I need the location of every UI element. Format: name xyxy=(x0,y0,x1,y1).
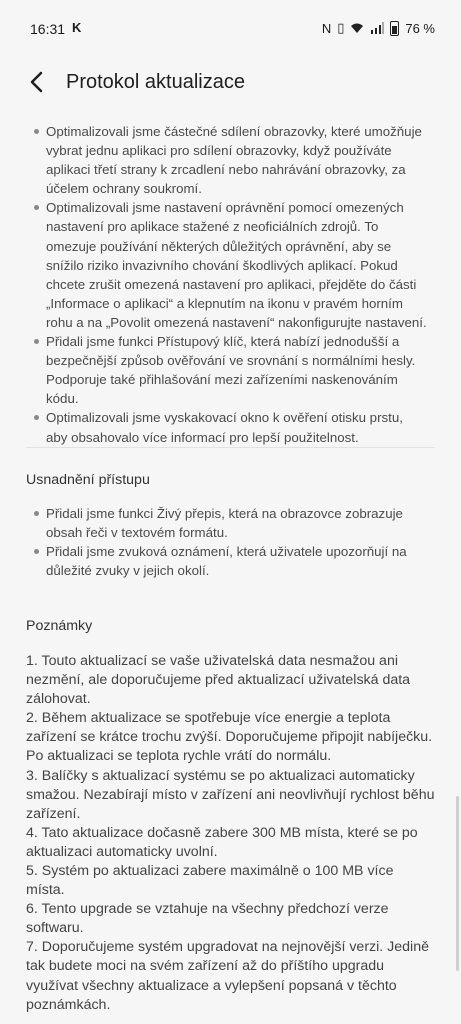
app-bar xyxy=(0,60,461,108)
list-item: Přidali jsme zvuková oznámení, která uživatele upozorňují na důležité zvuky v jejich okolí. xyxy=(32,542,427,580)
accessibility-list xyxy=(0,504,461,580)
notes-list xyxy=(0,652,461,1015)
note-item: 3. Balíčky s aktualizací systému se po aktualizaci automaticky smažou. Nezabírají místo v zařízení ani neovlivňují rychlost běhu zařízení. xyxy=(26,767,435,822)
back-arrow-icon[interactable] xyxy=(26,70,48,94)
battery-level: 76 % xyxy=(405,20,435,36)
vibrate-icon: ▯ xyxy=(337,20,345,35)
note-item: 7. Doporučujeme systém upgradovat na nejnovější verzi. Jedině tak budete moci na svém zařízení až do příštího upgradu využívat všechny aktualizace a vylepšení popsaná v těchto poznámkách. xyxy=(26,939,429,1013)
list-item: Optimalizovali jsme vyskakovací okno k ověření otisku prstu, aby obsahovalo více informací pro lepší použitelnost. xyxy=(32,408,427,446)
page-title: Protokol aktualizace xyxy=(66,71,245,93)
battery-icon xyxy=(390,21,399,36)
nfc-icon: N xyxy=(321,20,332,36)
scrollbar[interactable] xyxy=(456,796,459,971)
note-item: 2. Během aktualizace se spotřebuje více energie a teplota zařízení se krátce trochu zvýší. Doporučujeme připojit nabíječku. Po aktualizaci se teplota rychle vrátí do normálu. xyxy=(26,710,433,765)
status-time: 16:31 xyxy=(30,21,66,37)
security-list xyxy=(0,122,461,447)
wifi-icon xyxy=(350,22,364,34)
note-item: 5. Systém po aktualizaci zabere maximálně o 100 MB více místa. xyxy=(26,863,394,899)
section-title-accessibility: Usnadnění přístupu xyxy=(26,471,150,488)
divider xyxy=(26,447,435,448)
status-bar xyxy=(0,0,461,52)
section-title-notes: Poznámky xyxy=(26,617,93,634)
note-item: 1. Touto aktualizací se vaše uživatelská data nesmažou ani nezmění, ale doporučujeme před aktualizací uživatelská data zálohovat. xyxy=(26,652,411,708)
note-item: 4. Tato aktualizace dočasně zabere 300 MB místa, které se po aktualizaci automaticky uvolní. xyxy=(26,824,418,860)
note-item: 6. Tento upgrade se vztahuje na všechny předchozí verze softwaru. xyxy=(26,901,389,937)
list-item: Optimalizovali jsme nastavení oprávnění pomocí omezených nastavení pro aplikace stažené z neoficiálních zdrojů. To omezuje používání některých důležitých oprávnění, aby se snížilo riziko invazivního chování škodlivých aplikací. Pokud chcete zrušit omezená nastavení pro aplikaci, přejděte do části „Informace o aplikaci“ a klepnutím na ikonu v pravém horním rohu a na „Povolit omezená nastavení“ nakonfigurujte nastavení. xyxy=(32,198,427,332)
changelog-content xyxy=(0,122,461,1015)
app-notification-icon: K xyxy=(72,20,82,35)
signal-icon xyxy=(370,22,384,34)
list-item: Přidali jsme funkci Přístupový klíč, která nabízí jednodušší a bezpečnější způsob ověřování ve srovnání s normálními hesly. Podporuje také přihlašování mezi zařízeními naskenováním kódu. xyxy=(32,332,427,408)
status-icons xyxy=(322,20,435,36)
list-item: Přidali jsme funkci Živý přepis, která na obrazovce zobrazuje obsah řeči v textovém formátu. xyxy=(32,504,427,542)
list-item: Optimalizovali jsme částečné sdílení obrazovky, které umožňuje vybrat jednu aplikaci pro sdílení obrazovky, když používáte aplikaci třetí strany k zrcadlení nebo nahrávání obrazovky, za účelem ochrany soukromí. xyxy=(32,122,427,198)
